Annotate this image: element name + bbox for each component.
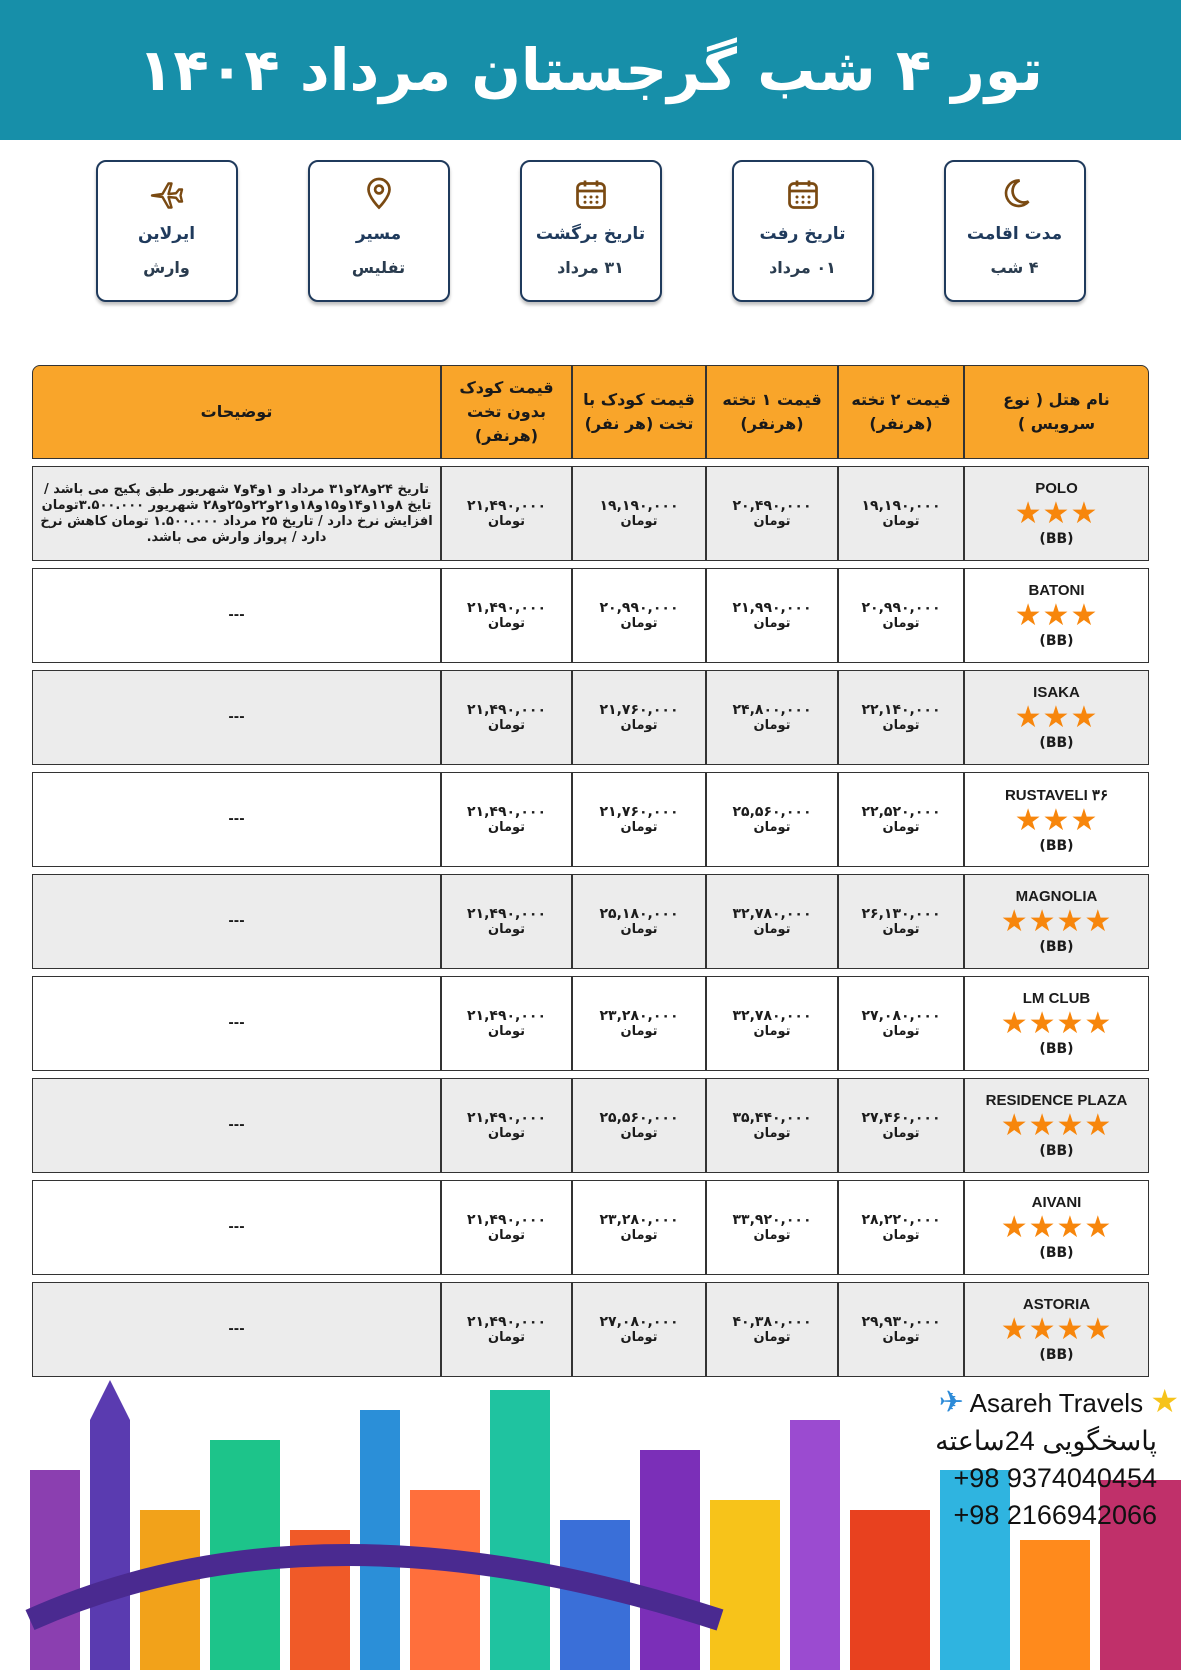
price-value: ۲۱,۴۹۰,۰۰۰ xyxy=(467,702,546,718)
info-card-airline xyxy=(96,160,238,302)
hotel-name: ISAKA xyxy=(1033,684,1080,701)
price-currency: تومان xyxy=(882,820,920,835)
price-value: ۲۶,۱۳۰,۰۰۰ xyxy=(861,906,941,922)
info-card-return xyxy=(520,160,662,302)
price-cell-child-nobed xyxy=(441,1282,572,1377)
price-value: ۲۱,۴۹۰,۰۰۰ xyxy=(467,600,546,616)
hotel-name: POLO xyxy=(1035,480,1078,497)
price-value: ۲۰,۹۹۰,۰۰۰ xyxy=(599,600,679,616)
price-value: ۲۹,۹۳۰,۰۰۰ xyxy=(861,1314,941,1330)
phone-1[interactable]: +98 9374040454 xyxy=(953,1463,1157,1493)
table-header-row xyxy=(32,365,1149,459)
price-cell-child-nobed xyxy=(441,772,572,867)
price-cell-double xyxy=(838,772,964,867)
price-cell-double xyxy=(838,1180,964,1275)
hotel-name: LM CLUB xyxy=(1022,990,1091,1007)
info-card-route xyxy=(308,160,450,302)
price-value: ۳۳,۹۲۰,۰۰۰ xyxy=(732,1212,812,1228)
price-cell-child-nobed xyxy=(441,874,572,969)
price-cell-child-bed xyxy=(572,568,706,663)
calendar-icon xyxy=(573,176,609,212)
price-cell-child-nobed xyxy=(441,670,572,765)
notes-cell xyxy=(32,466,441,561)
price-value: ۲۵,۱۸۰,۰۰۰ xyxy=(599,906,679,922)
star-rating-icon: ★★★★ xyxy=(1000,1210,1113,1245)
price-currency: تومان xyxy=(753,1024,791,1039)
price-currency: تومان xyxy=(882,1126,920,1141)
price-currency: تومان xyxy=(487,1126,526,1141)
price-currency: تومان xyxy=(487,616,526,631)
info-card-duration xyxy=(944,160,1086,302)
hotel-name: BATONI xyxy=(1028,582,1085,599)
table-row xyxy=(32,772,1149,867)
price-value: ۲۱,۴۹۰,۰۰۰ xyxy=(467,1212,546,1228)
price-cell-child-bed xyxy=(572,1078,706,1173)
price-value: ۲۰,۴۹۰,۰۰۰ xyxy=(732,498,812,514)
price-cell-double xyxy=(838,568,964,663)
info-cards xyxy=(0,160,1181,302)
price-currency: تومان xyxy=(487,718,526,733)
hotel-cell xyxy=(964,1180,1149,1275)
info-card-departure xyxy=(732,160,874,302)
price-currency: تومان xyxy=(753,1228,791,1243)
price-value: ۲۱,۴۹۰,۰۰۰ xyxy=(467,906,546,922)
notes-text: --- xyxy=(228,607,245,623)
price-currency: تومان xyxy=(620,1330,658,1345)
price-currency: تومان xyxy=(620,1228,658,1243)
table-row xyxy=(32,1180,1149,1275)
info-card-label: مدت اقامت xyxy=(966,224,1063,244)
service-type: (BB) xyxy=(1039,939,1074,955)
price-currency: تومان xyxy=(882,1024,920,1039)
price-currency: تومان xyxy=(753,1330,791,1345)
info-card-label: ایرلاین xyxy=(137,224,196,244)
price-cell-child-nobed xyxy=(441,1078,572,1173)
price-cell-single xyxy=(706,976,838,1071)
price-cell-child-bed xyxy=(572,772,706,867)
price-cell-child-bed xyxy=(572,874,706,969)
price-cell-single xyxy=(706,1180,838,1275)
info-card-value: وارش xyxy=(143,258,190,277)
hotel-cell xyxy=(964,568,1149,663)
price-currency: تومان xyxy=(487,514,526,529)
price-cell-single xyxy=(706,670,838,765)
price-cell-single xyxy=(706,1282,838,1377)
price-value: ۲۱,۷۶۰,۰۰۰ xyxy=(599,702,679,718)
notes-text: --- xyxy=(228,811,245,827)
table-row xyxy=(32,466,1149,561)
header-double: قیمت ۲ تخته (هرنفر) xyxy=(838,365,964,459)
price-currency: تومان xyxy=(753,922,791,937)
brand-line xyxy=(931,1382,1181,1420)
price-cell-child-bed xyxy=(572,976,706,1071)
price-currency: تومان xyxy=(882,1330,920,1345)
price-value: ۲۱,۴۹۰,۰۰۰ xyxy=(467,1314,546,1330)
price-cell-child-bed xyxy=(572,670,706,765)
price-currency: تومان xyxy=(753,616,791,631)
header-notes: توضیحات xyxy=(32,365,441,459)
price-currency: تومان xyxy=(882,616,920,631)
notes-cell xyxy=(32,568,441,663)
header-single: قیمت ۱ تخته (هرنفر) xyxy=(706,365,838,459)
notes-cell xyxy=(32,772,441,867)
price-currency: تومان xyxy=(882,922,920,937)
info-card-label: مسیر xyxy=(355,224,402,244)
price-table xyxy=(32,358,1149,1384)
price-cell-child-bed xyxy=(572,1180,706,1275)
price-currency: تومان xyxy=(620,514,658,529)
hotel-cell xyxy=(964,1078,1149,1173)
brand-name: Asareh Travels xyxy=(969,1388,1144,1418)
price-cell-double xyxy=(838,1078,964,1173)
page-title: تور ۴ شب گرجستان مرداد ۱۴۰۴ xyxy=(138,36,1043,104)
table-row xyxy=(32,976,1149,1071)
hotel-cell xyxy=(964,466,1149,561)
service-type: (BB) xyxy=(1039,1041,1074,1057)
star-rating-icon: ★★★ xyxy=(1014,598,1099,633)
table-row xyxy=(32,670,1149,765)
header-child-nobed: قیمت کودک بدون تخت (هرنفر) xyxy=(441,365,572,459)
star-icon: ★ xyxy=(1150,1383,1179,1419)
price-currency: تومان xyxy=(882,1228,920,1243)
price-value: ۳۲,۷۸۰,۰۰۰ xyxy=(732,906,812,922)
hotel-name: RESIDENCE PLAZA xyxy=(985,1092,1128,1109)
notes-cell xyxy=(32,1282,441,1377)
airplane-icon: ✈ xyxy=(938,1386,964,1419)
notes-text: --- xyxy=(228,1219,245,1235)
price-currency: تومان xyxy=(882,718,920,733)
price-value: ۲۱,۴۹۰,۰۰۰ xyxy=(467,1110,546,1126)
price-value: ۲۵,۵۶۰,۰۰۰ xyxy=(732,804,812,820)
service-type: (BB) xyxy=(1039,735,1074,751)
service-type: (BB) xyxy=(1039,837,1074,854)
price-currency: تومان xyxy=(753,514,791,529)
price-value: ۲۷,۰۸۰,۰۰۰ xyxy=(599,1314,679,1330)
star-rating-icon: ★★★★ xyxy=(1000,904,1113,939)
service-type: (BB) xyxy=(1039,1347,1074,1363)
price-currency: تومان xyxy=(620,1024,658,1039)
contact-box xyxy=(931,1382,1181,1531)
hotel-name: MAGNOLIA xyxy=(1015,888,1098,905)
star-rating-icon: ★★★★ xyxy=(1000,1312,1113,1347)
star-rating-icon: ★★★ xyxy=(1014,700,1099,735)
price-value: ۲۸,۲۲۰,۰۰۰ xyxy=(861,1212,941,1228)
price-cell-single xyxy=(706,568,838,663)
price-currency: تومان xyxy=(487,1024,526,1039)
table-row xyxy=(32,1078,1149,1173)
table-row xyxy=(32,1282,1149,1377)
service-type: (BB) xyxy=(1039,633,1074,649)
phone-2[interactable]: +98 2166942066 xyxy=(953,1500,1157,1530)
notes-cell xyxy=(32,874,441,969)
price-currency: تومان xyxy=(487,1330,526,1345)
moon-icon xyxy=(997,176,1033,212)
star-rating-icon: ★★★★ xyxy=(1000,1006,1113,1041)
price-value: ۲۷,۰۸۰,۰۰۰ xyxy=(861,1008,941,1024)
map-pin-icon xyxy=(361,176,397,212)
header-child-bed: قیمت کودک با تخت (هر نفر) xyxy=(572,365,706,459)
hotel-cell xyxy=(964,772,1149,867)
price-value: ۱۹,۱۹۰,۰۰۰ xyxy=(599,498,679,514)
price-cell-double xyxy=(838,670,964,765)
price-value: ۲۱,۴۹۰,۰۰۰ xyxy=(467,804,546,820)
price-cell-double xyxy=(838,874,964,969)
support-text: پاسخگویی 24ساعته xyxy=(935,1426,1157,1456)
price-currency: تومان xyxy=(620,616,658,631)
notes-cell xyxy=(32,670,441,765)
price-currency: تومان xyxy=(487,922,526,937)
notes-text: --- xyxy=(228,913,245,929)
price-value: ۲۱,۷۶۰,۰۰۰ xyxy=(599,804,679,820)
price-value: ۲۷,۴۶۰,۰۰۰ xyxy=(861,1110,941,1126)
price-value: ۲۱,۴۹۰,۰۰۰ xyxy=(467,1008,546,1024)
info-card-label: تاریخ رفت xyxy=(759,224,846,244)
price-cell-child-nobed xyxy=(441,976,572,1071)
notes-text: --- xyxy=(228,1117,245,1133)
price-value: ۲۱,۹۹۰,۰۰۰ xyxy=(732,600,812,616)
price-currency: تومان xyxy=(753,1126,791,1141)
price-currency: تومان xyxy=(882,514,920,529)
price-cell-double xyxy=(838,1282,964,1377)
price-cell-child-nobed xyxy=(441,568,572,663)
hotel-name: ASTORIA xyxy=(1022,1296,1091,1313)
hotel-cell xyxy=(964,1282,1149,1377)
price-value: ۲۵,۵۶۰,۰۰۰ xyxy=(599,1110,679,1126)
hotel-cell xyxy=(964,670,1149,765)
price-value: ۳۵,۴۴۰,۰۰۰ xyxy=(732,1110,812,1126)
price-cell-child-bed xyxy=(572,1282,706,1377)
price-cell-child-bed xyxy=(572,466,706,561)
table-row xyxy=(32,874,1149,969)
service-type: (BB) xyxy=(1039,1245,1074,1261)
notes-text: تاریخ ۲۴و۲۸و۳۱ مرداد و ۱و۴و۷ شهریور طبق پکیج می باشد / تایخ ۸و۱۱و۱۴و۱۵و۱۸و۲۱و۲۲و۲۵و۲۸ شهریور ۳.۵۰۰.۰۰۰تومان افزایش نرخ دارد / تاریخ ۲۵ مرداد ۱.۵۰۰.۰۰۰ تومان کاهش نرخ دارد / پرواز وارش می باشد. xyxy=(40,481,433,545)
notes-cell xyxy=(32,1078,441,1173)
price-value: ۲۳,۲۸۰,۰۰۰ xyxy=(599,1008,679,1024)
price-currency: تومان xyxy=(620,820,658,835)
notes-text: --- xyxy=(228,709,245,725)
price-value: ۲۲,۱۴۰,۰۰۰ xyxy=(861,702,941,718)
hotel-name: AIVANI xyxy=(1031,1194,1082,1211)
price-cell-child-nobed xyxy=(441,466,572,561)
price-value: ۳۲,۷۸۰,۰۰۰ xyxy=(732,1008,812,1024)
price-currency: تومان xyxy=(753,718,791,733)
price-cell-single xyxy=(706,466,838,561)
calendar-icon xyxy=(785,176,821,212)
page-header xyxy=(0,0,1181,140)
table-row xyxy=(32,568,1149,663)
price-cell-double xyxy=(838,466,964,561)
table-body xyxy=(32,466,1149,1377)
price-value: ۲۲,۵۲۰,۰۰۰ xyxy=(861,804,941,820)
price-cell-double xyxy=(838,976,964,1071)
price-cell-single xyxy=(706,1078,838,1173)
star-rating-icon: ★★★ xyxy=(1014,802,1099,838)
info-card-value: ۳۱ مرداد xyxy=(557,258,624,277)
price-value: ۲۰,۹۹۰,۰۰۰ xyxy=(861,600,941,616)
info-card-value: ۰۱ مرداد xyxy=(769,258,836,277)
price-value: ۲۱,۴۹۰,۰۰۰ xyxy=(467,498,546,514)
price-currency: تومان xyxy=(620,718,658,733)
service-type: (BB) xyxy=(1039,531,1074,547)
price-currency: تومان xyxy=(487,820,526,835)
star-rating-icon: ★★★★ xyxy=(1000,1108,1113,1143)
price-currency: تومان xyxy=(620,1126,658,1141)
header-hotel: نام هتل ( نوع سرویس ) xyxy=(964,365,1149,459)
hotel-name: RUSTAVELI ۳۶ xyxy=(1004,786,1109,804)
hotel-cell xyxy=(964,976,1149,1071)
notes-cell xyxy=(32,1180,441,1275)
price-cell-child-nobed xyxy=(441,1180,572,1275)
notes-text: --- xyxy=(228,1015,245,1031)
notes-text: --- xyxy=(228,1321,245,1337)
price-value: ۲۳,۲۸۰,۰۰۰ xyxy=(599,1212,679,1228)
service-type: (BB) xyxy=(1039,1143,1074,1159)
info-card-label: تاریخ برگشت xyxy=(535,224,646,244)
price-currency: تومان xyxy=(620,922,658,937)
price-currency: تومان xyxy=(487,1228,526,1243)
price-value: ۲۴,۸۰۰,۰۰۰ xyxy=(732,702,812,718)
star-rating-icon: ★★★ xyxy=(1014,496,1099,531)
info-card-value: تفلیس xyxy=(351,258,406,277)
price-cell-single xyxy=(706,874,838,969)
hotel-cell xyxy=(964,874,1149,969)
price-value: ۴۰,۳۸۰,۰۰۰ xyxy=(732,1314,812,1330)
price-cell-single xyxy=(706,772,838,867)
price-value: ۱۹,۱۹۰,۰۰۰ xyxy=(861,498,941,514)
airplane-icon xyxy=(149,176,185,212)
info-card-value: ۴ شب xyxy=(990,258,1039,277)
notes-cell xyxy=(32,976,441,1071)
price-currency: تومان xyxy=(753,820,791,835)
